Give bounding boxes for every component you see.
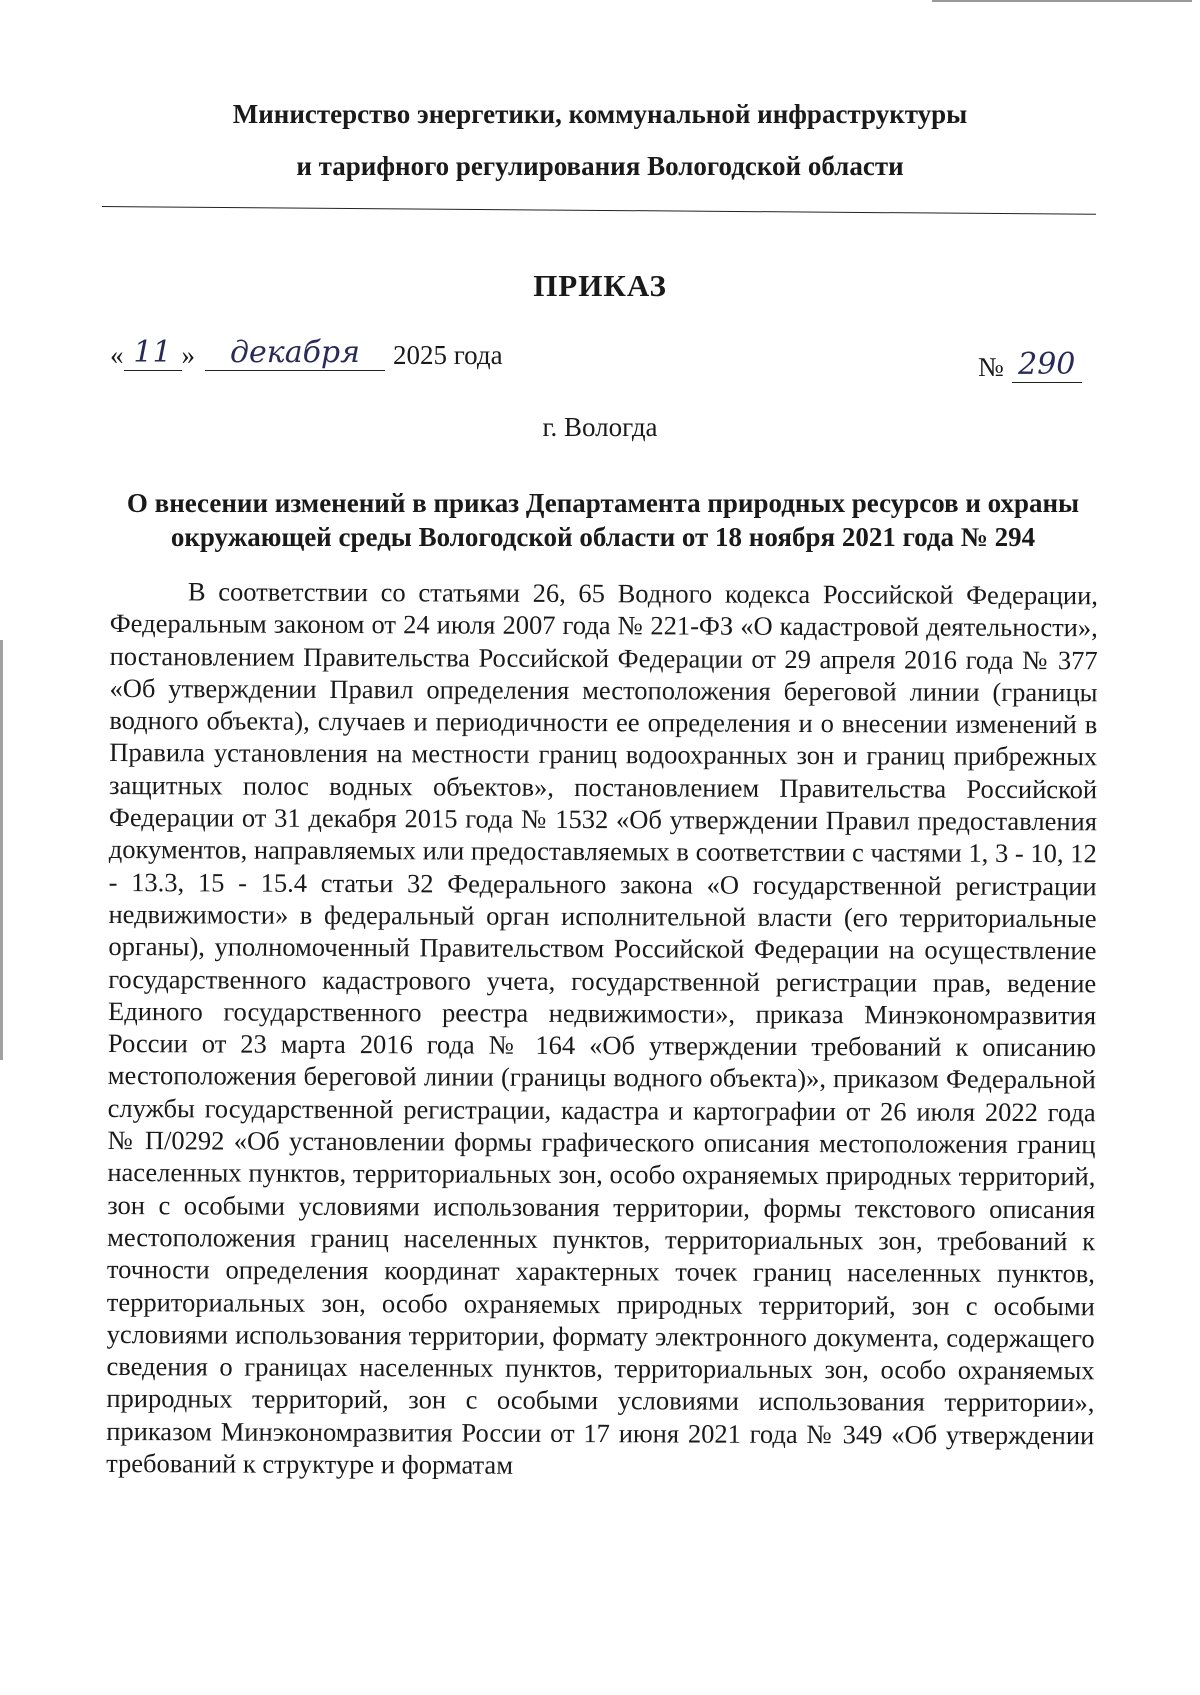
order-number-handwritten: 290 bbox=[1012, 348, 1082, 383]
body-paragraph: В соответствии со статьями 26, 65 Водного кодекса Российской Федерации, Федеральным законом от 24 июля 2007 года № 221-ФЗ «О кадастровой деятельности», постановлением Правительства Российской Федерации от 29 апреля 2016 года № 377 «Об утверждении Правил определения местоположения береговой линии (границы водного объекта), случаев и периодичности ее определения и о внесении изменений в Правила установления на местности границ водоохранных зон и границ прибрежных защитных полос водных объектов», постановлением Правительства Российской Федерации от 31 декабря 2015 года № 1532 «Об утверждении Правил предоставления документов, направляемых или предоставляемых в соответствии с частями 1, 3 - 10, 12 - 13.3, 15 - 15.4 статьи 32 Федерального закона «О государственной регистрации недвижимости» в федеральный орган исполнительной власти (его территориальные органы), уполномоченный Правительством Российской Федерации на осуществление государственного кадастрового учета, государственной регистрации прав, ведение Единого государственного реестра недвижимости», приказа Минэкономразвития России от 23 марта 2016 года № 164 «Об утверждении требований к описанию местоположения береговой линии (границы водного объекта)», приказом Федеральной службы государственной регистрации, кадастра и картографии от 26 июля 2022 года № П/0292 «Об установлении формы графического описания местоположения границ населенных пунктов, территориальных зон, особо охраняемых природных территорий, зон с особыми условиями использования территории, формы текстового описания местоположения границ населенных пунктов, территориальных зон, требований к точности определения координат характерных точек границ населенных пунктов, территориальных зон, особо охраняемых природных территорий, зон с особыми условиями использования территории, формату электронного документа, содержащего сведения о границах населенных пунктов, территориальных зон, особо охраняемых природных территорий, зон с особыми условиями использования территории», приказом Минэкономразвития России от 17 июня 2021 года № 349 «Об утверждении требований к структуре и форматам bbox=[106, 576, 1098, 1480]
header-divider bbox=[102, 206, 1096, 215]
ministry-header-line-2: и тарифного регулирования Вологодской области bbox=[296, 151, 904, 181]
order-date bbox=[110, 336, 503, 371]
order-subject: О внесении изменений в приказ Департамента природных ресурсов и охраны окружающей среды Вологодской области от 18 ноября 2021 года № 294 bbox=[126, 488, 1080, 552]
date-open-quote: « bbox=[110, 340, 124, 370]
date-month-handwritten: декабря bbox=[205, 336, 385, 371]
scan-artifact-left bbox=[0, 640, 3, 1060]
date-day-handwritten: 11 bbox=[124, 336, 182, 371]
order-number-label: № bbox=[978, 352, 1004, 382]
city-name: г. Вологда bbox=[542, 412, 658, 442]
date-year: 2025 года bbox=[393, 340, 503, 370]
ministry-header bbox=[100, 88, 1100, 192]
document-title: ПРИКАЗ bbox=[533, 268, 667, 303]
ministry-header-line-1: Министерство энергетики, коммунальной инфраструктуры bbox=[232, 99, 968, 129]
order-number bbox=[978, 348, 1082, 383]
scan-artifact-top bbox=[932, 0, 1192, 8]
date-close-quote: » bbox=[181, 340, 195, 370]
